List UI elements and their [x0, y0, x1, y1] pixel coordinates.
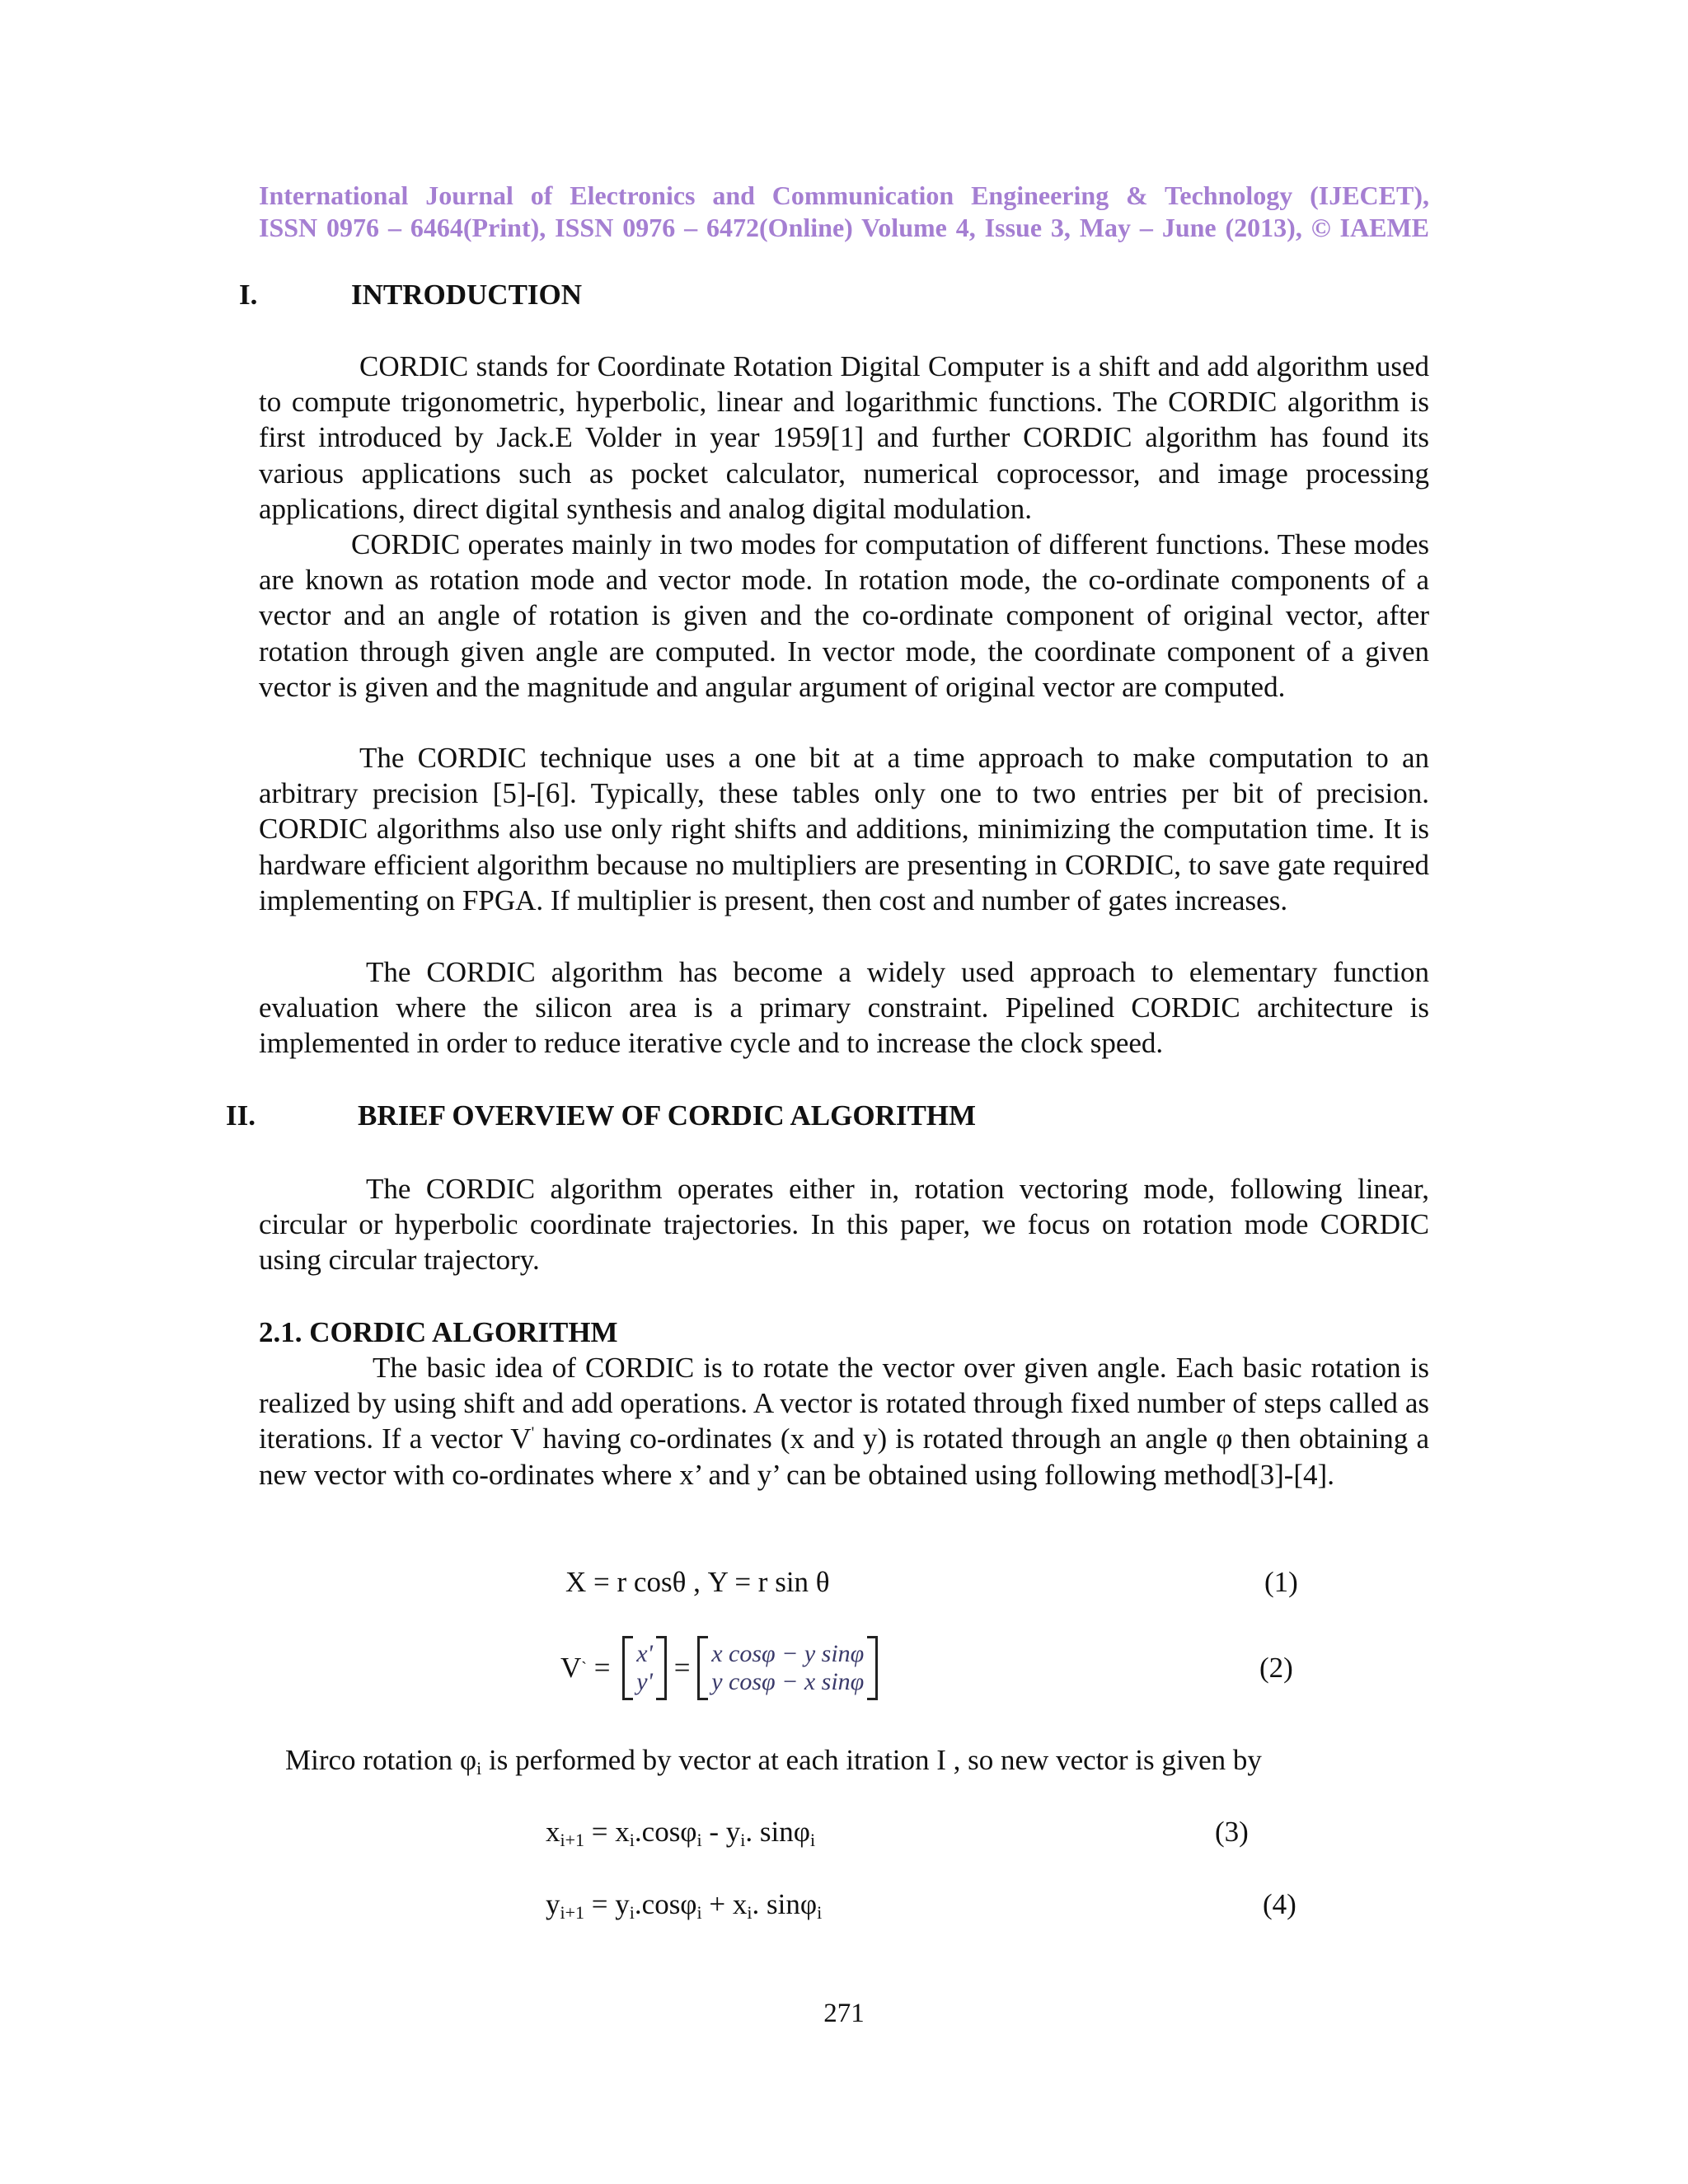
equation-1-number: (1) [1264, 1566, 1298, 1598]
intro-paragraph-1: CORDIC stands for Coordinate Rotation Digital Computer is a shift and add algorithm used to compute trigonometric, hyperbolic, linear and logarithmic functions. The CORDIC algorithm is first introduced by Jack.E Volder in year 1959[1] and further CORDIC algorithm has found its various applications such as pocket calculator, numerical coprocessor, and image processing applications, direct digital synthesis and analog digital modulation. [259, 350, 1429, 525]
equation-4-number: (4) [1263, 1888, 1296, 1920]
section-title: INTRODUCTION [351, 279, 583, 311]
equation-4: $y_{i+1} = y_i.\cos\varphi_i + x_i$. sinφ$_i$ [546, 1888, 823, 1923]
journal-header-line1: International Journal of Electronics and Communication Engineering & Technology (IJECET), [259, 180, 1429, 210]
section-number: II. [226, 1099, 256, 1132]
micro-rotation-sentence: Mirco rotation $\varphi_i$ is performed by vector at each itration I , so new vector is given by [285, 1744, 1262, 1779]
equation-3: $x_{i+1} = x_i.\cos\varphi_i - y_i$. sinφ$_i$ [546, 1816, 816, 1850]
intro-paragraph-4: The CORDIC algorithm has become a widely used approach to elementary function evaluation where the silicon area is a primary constraint. Pipelined CORDIC architecture is implemented in order to reduce iterative cycle and to increase the clock speed. [259, 956, 1429, 1060]
equation-1: X = r cosθ , Y = r sin θ [565, 1566, 830, 1598]
algorithm-paragraph: The basic idea of CORDIC is to rotate the vector over given angle. Each basic rotation is realized by using shift and add operations. A vector is rotated through fixed number of steps called as iterations. If a vector V' having co-ordinates (x and y) is rotated through an angle φ then obtaining a new vector with co-ordinates where x’ and y’ can be obtained using following method[3]-[4]. [259, 1352, 1430, 1491]
intro-paragraph-3: The CORDIC technique uses a one bit at a time approach to make computation to an arbitrary precision [5]-[6]. Typically, these tables only one to two entries per bit of precision. CORDIC algorithms also use only right shifts and additions, minimizing the computation time. It is hardware efficient algorithm because no multipliers are presenting in CORDIC, to save gate required implementing on FPGA. If multiplier is present, then cost and number of gates increases. [259, 742, 1429, 916]
equation-2: V ` = x' y' = x cosφ − y sinφ y cosφ − x sinφ [560, 1636, 878, 1700]
section-number: I. [239, 279, 258, 311]
intro-paragraph-2: CORDIC operates mainly in two modes for computation of different functions. These modes are known as rotation mode and vector mode. In rotation mode, the co-ordinate components of a vector and an angle of rotation is given and the co-ordinate component of original vector, after rotation through given angle are computed. In vector mode, the coordinate component of a given vector is given and the magnitude and angular argument of original vector are computed. [259, 528, 1429, 703]
subsection-heading: 2.1. CORDIC ALGORITHM [259, 1316, 618, 1348]
section-title: BRIEF OVERVIEW OF CORDIC ALGORITHM [358, 1099, 977, 1132]
equation-2-number: (2) [1259, 1652, 1293, 1684]
page-number: 271 [823, 1999, 865, 2028]
journal-header [259, 180, 1429, 244]
journal-header-line2: ISSN 0976 – 6464(Print), ISSN 0976 – 6472(Online) Volume 4, Issue 3, May – June (2013), © IAEME [259, 213, 1429, 242]
overview-paragraph: The CORDIC algorithm operates either in, rotation vectoring mode, following linear, circular or hyperbolic coordinate trajectories. In this paper, we focus on rotation mode CORDIC using circular trajectory. [259, 1173, 1429, 1277]
equation-3-number: (3) [1215, 1816, 1249, 1848]
